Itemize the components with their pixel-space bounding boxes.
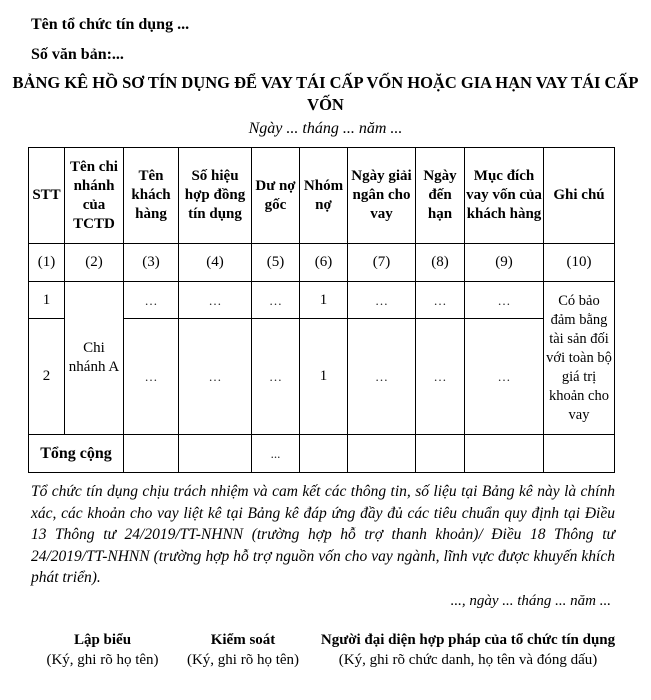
cell-contract: … xyxy=(179,282,252,319)
cell-stt: 2 xyxy=(29,319,65,435)
col-header-note: Ghi chú xyxy=(544,148,615,244)
total-cell xyxy=(300,435,348,473)
total-cell xyxy=(124,435,179,473)
cell-contract: … xyxy=(179,319,252,435)
total-cell xyxy=(348,435,416,473)
signature-instruction: (Ký, ghi rõ họ tên) xyxy=(186,652,300,668)
total-cell xyxy=(465,435,544,473)
column-number: (6) xyxy=(300,244,348,282)
signature-block-controller xyxy=(172,630,314,670)
col-header-branch: Tên chi nhánh của TCTD xyxy=(65,148,124,244)
signature-date: ..., ngày ... tháng ... năm ... xyxy=(450,593,611,609)
cell-principal: … xyxy=(252,282,300,319)
total-cell xyxy=(416,435,465,473)
cell-stt: 1 xyxy=(29,282,65,319)
cell-purpose: … xyxy=(465,282,544,319)
cell-principal: … xyxy=(252,319,300,435)
column-number: (10) xyxy=(544,244,615,282)
cell-disbursement: … xyxy=(348,282,416,319)
credit-records-table xyxy=(28,147,615,473)
column-number: (3) xyxy=(124,244,179,282)
col-header-customer: Tên khách hàng xyxy=(124,148,179,244)
col-header-disbursement: Ngày giải ngân cho vay xyxy=(348,148,416,244)
document-number: Số văn bản:... xyxy=(31,46,124,63)
signature-block-representative xyxy=(312,630,624,670)
cell-due-date: … xyxy=(416,319,465,435)
cell-debt-group: 1 xyxy=(300,282,348,319)
commitment-statement: Tổ chức tín dụng chịu trách nhiệm và cam kết các thông tin, số liệu tại Bảng kê này là chính xác, các khoản cho vay liệt kê tại Bảng kê đáp ứng đầy đủ các tiêu chuẩn quy định tại Điều 13 Thông tư 24/2019/TT-NHNN (trường hợp hỗ trợ thanh khoản)/ Điều 18 Thông tư 24/2019/TT-NHNN (trường hợp hỗ trợ nguồn vốn cho vay ngành, lĩnh vực được khuyến khích phát triển). xyxy=(31,483,615,586)
total-principal: ... xyxy=(252,435,300,473)
signature-instruction: (Ký, ghi rõ chức danh, họ tên và đóng dấu) xyxy=(338,652,598,668)
col-header-due-date: Ngày đến hạn xyxy=(416,148,465,244)
cell-note: Có bảo đảm bằng tài sản đối với toàn bộ giá trị khoản cho vay xyxy=(544,282,615,435)
signature-instruction: (Ký, ghi rõ họ tên) xyxy=(46,652,159,668)
column-number: (1) xyxy=(29,244,65,282)
cell-branch: Chi nhánh A xyxy=(65,282,124,435)
column-number: (5) xyxy=(252,244,300,282)
column-number: (7) xyxy=(348,244,416,282)
column-number-row xyxy=(29,244,615,282)
table-header-row xyxy=(29,148,615,244)
signature-title: Lập biểu xyxy=(73,632,132,648)
col-header-debt-group: Nhóm nợ xyxy=(300,148,348,244)
col-header-purpose: Mục đích vay vốn của khách hàng xyxy=(465,148,544,244)
signature-title: Kiểm soát xyxy=(210,632,276,648)
cell-customer: … xyxy=(124,319,179,435)
col-header-stt: STT xyxy=(29,148,65,244)
total-label: Tổng cộng xyxy=(29,435,124,473)
total-cell xyxy=(179,435,252,473)
signature-block-preparer xyxy=(30,630,175,670)
column-number: (9) xyxy=(465,244,544,282)
signature-title: Người đại diện hợp pháp của tổ chức tín dụng xyxy=(320,632,616,648)
table-row xyxy=(29,282,615,319)
column-number: (8) xyxy=(416,244,465,282)
cell-debt-group: 1 xyxy=(300,319,348,435)
column-number: (2) xyxy=(65,244,124,282)
col-header-contract: Số hiệu hợp đồng tín dụng xyxy=(179,148,252,244)
cell-due-date: … xyxy=(416,282,465,319)
cell-disbursement: … xyxy=(348,319,416,435)
column-number: (4) xyxy=(179,244,252,282)
total-cell xyxy=(544,435,615,473)
document-title: BẢNG KÊ HỒ SƠ TÍN DỤNG ĐỂ VAY TÁI CẤP VỐN HOẶC GIA HẠN VAY TÁI CẤP VỐN xyxy=(12,73,639,114)
date-line: Ngày ... tháng ... năm ... xyxy=(248,120,403,137)
total-row xyxy=(29,435,615,473)
organization-name: Tên tổ chức tín dụng ... xyxy=(31,16,190,33)
cell-purpose: … xyxy=(465,319,544,435)
col-header-principal: Dư nợ gốc xyxy=(252,148,300,244)
cell-customer: … xyxy=(124,282,179,319)
